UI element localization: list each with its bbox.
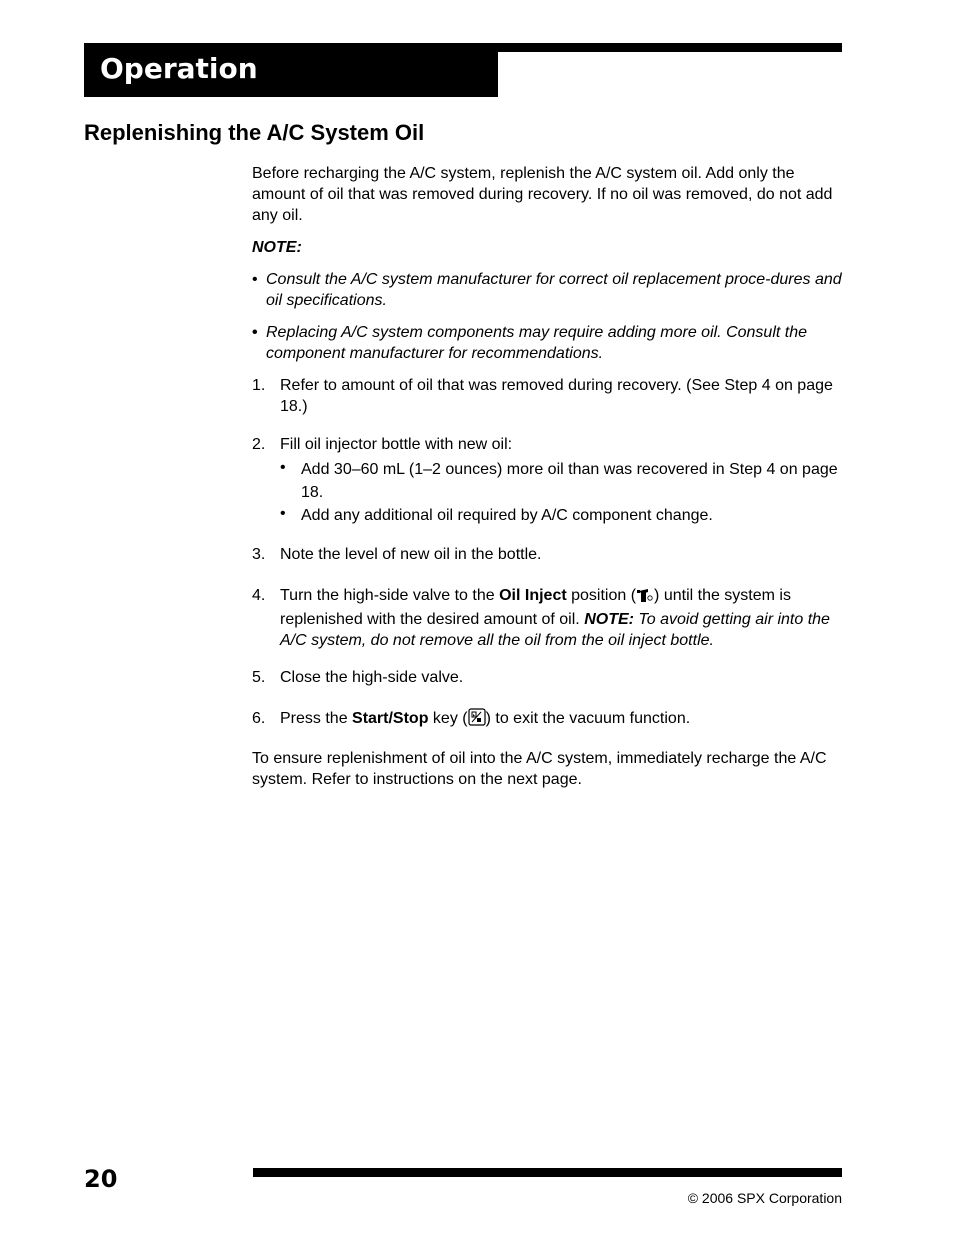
substep-text: Add any additional oil required by A/C component change. — [301, 507, 713, 524]
step-text: Fill oil injector bottle with new oil: — [280, 436, 513, 453]
substep-text: Add 30–60 mL (1–2 ounces) more oil than was recovered in Step 4 on page 18. — [301, 461, 838, 501]
step-item — [252, 667, 842, 688]
page-title: Operation — [100, 52, 258, 85]
step-number: 3. — [252, 546, 266, 563]
footer-rule — [253, 1168, 842, 1177]
note-item-text: Replacing A/C system components may require adding more oil. Consult the component manufacturer for recommendations. — [266, 324, 807, 362]
substep-item — [280, 504, 842, 527]
step-text-post: ) until the system is replenished with the desired amount of oil. — [280, 587, 791, 628]
step-number: 2. — [252, 436, 266, 453]
substep-list — [280, 458, 842, 527]
note-item-text: Consult the A/C system manufacturer for correct oil replacement proce-dures and oil specifications. — [266, 271, 842, 309]
step-number: 5. — [252, 669, 266, 686]
closing-paragraph: To ensure replenishment of oil into the A/C system, immediately recharge the A/C system. Refer to instructions on the next page. — [252, 750, 827, 788]
step-number: 1. — [252, 377, 266, 394]
bullet-icon: • — [280, 505, 286, 522]
step-text-post: ) to exit the vacuum function. — [485, 710, 691, 727]
step-item — [252, 708, 842, 732]
bullet-icon: • — [252, 271, 258, 288]
step-item — [252, 585, 842, 651]
steps-list — [252, 375, 842, 732]
note-item — [252, 269, 842, 311]
step-item — [252, 375, 842, 417]
step-number: 6. — [252, 710, 266, 727]
section-heading: Replenishing the A/C System Oil — [84, 120, 425, 145]
step-item — [252, 544, 842, 565]
step-text: Note the level of new oil in the bottle. — [280, 546, 542, 563]
step-number: 4. — [252, 587, 266, 604]
inline-note-label: NOTE: — [584, 611, 634, 628]
note-item — [252, 322, 842, 364]
start-stop-label: Start/Stop — [352, 710, 429, 727]
step-text-pre: Press the — [280, 710, 353, 727]
substep-item — [280, 458, 842, 504]
step-item — [252, 434, 842, 527]
note-label: NOTE: — [252, 239, 302, 256]
copyright: © 2006 SPX Corporation — [687, 1190, 842, 1206]
step-text-pre: Turn the high-side valve to the — [280, 587, 500, 604]
oil-inject-icon — [636, 587, 654, 609]
bullet-icon: • — [252, 324, 258, 341]
step-text: Refer to amount of oil that was removed during recovery. (See Step 4 on page 18.) — [280, 377, 833, 415]
intro-paragraph: Before recharging the A/C system, replenish the A/C system oil. Add only the amount of oil that was removed during recovery. If no oil was removed, do not add any oil. — [252, 165, 833, 224]
step-text-mid: position ( — [566, 587, 637, 604]
note-list — [252, 269, 842, 364]
body-content — [252, 163, 842, 790]
page-number: 20 — [84, 1165, 118, 1193]
step-text-mid: key ( — [428, 710, 468, 727]
inline-note-text: To avoid getting air into the A/C system, do not remove all the oil from the oil inject bottle. — [280, 611, 830, 649]
start-stop-key-icon — [468, 708, 486, 732]
bullet-icon: • — [280, 459, 286, 476]
step-text: Close the high-side valve. — [280, 669, 464, 686]
oil-inject-label: Oil Inject — [499, 587, 567, 604]
